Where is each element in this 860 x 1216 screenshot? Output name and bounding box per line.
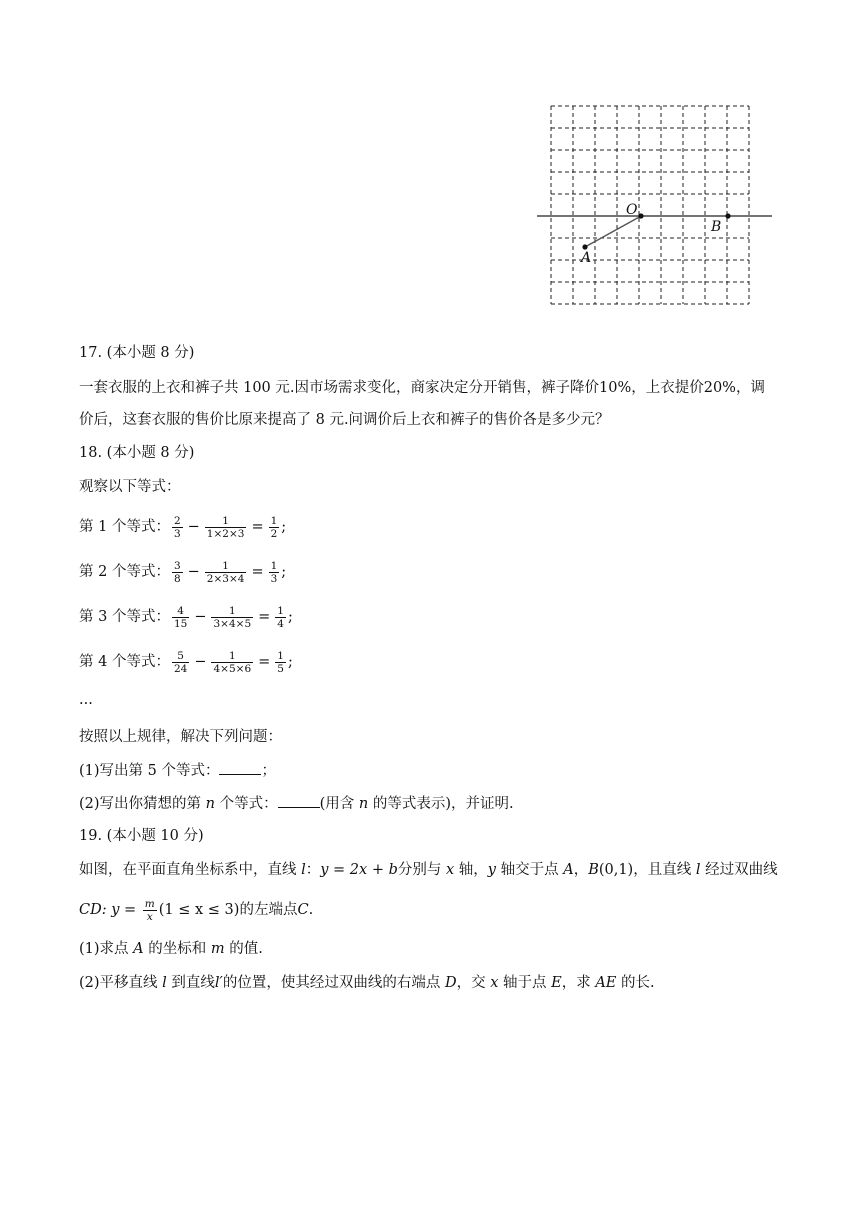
q17-title: 17. (本小题 8 分) <box>79 345 195 361</box>
var-D: D <box>444 975 457 991</box>
var-A: A <box>133 941 144 957</box>
equals-sign: = <box>251 519 264 535</box>
q18-part2-text-c: (用含 <box>319 796 359 812</box>
q19-l1-e: 轴交于点 <box>495 862 564 878</box>
var-A: A <box>563 862 574 878</box>
q18-part1 <box>79 760 276 781</box>
frac-num: 1 <box>228 649 236 662</box>
point-A <box>582 244 587 249</box>
q19-l1-g: (0,1)，且直线 <box>598 862 696 878</box>
equals-sign: = <box>251 564 264 580</box>
q19-line2 <box>79 893 313 927</box>
q19-l1-b: ： <box>305 862 321 878</box>
equation-prefix: 第 3 个等式： <box>79 609 170 625</box>
q19-l1-f: ， <box>573 862 589 878</box>
fraction-a <box>172 560 183 585</box>
q18-intro: 观察以下等式： <box>79 479 181 495</box>
point-B <box>725 213 730 218</box>
var-n: n <box>205 796 215 812</box>
fraction-b <box>205 515 247 540</box>
q19-p2-b: 到直线 <box>166 975 215 991</box>
minus-sign: − <box>194 654 207 670</box>
equation-prefix: 第 2 个等式： <box>79 564 170 580</box>
frac-den: x <box>143 910 157 923</box>
fraction-c <box>275 650 286 675</box>
fraction-a <box>172 515 183 540</box>
minus-sign: − <box>194 609 207 625</box>
equation-prefix: 第 1 个等式： <box>79 519 170 535</box>
frac-den: 3 <box>270 572 278 585</box>
q19-p2-a: (2)平移直线 <box>79 975 163 991</box>
q19-l2-d: . <box>308 902 314 918</box>
fraction-a <box>172 650 189 675</box>
var-C: C <box>297 902 309 918</box>
equation-line: y = 2x + b <box>320 862 398 878</box>
frac-den: 4 <box>277 617 284 630</box>
fraction-c <box>269 560 280 585</box>
q19-l1-h: 经过双曲线 <box>700 862 778 878</box>
frac-den: 2×3×4 <box>206 572 245 585</box>
fraction-b <box>211 605 253 630</box>
q17-text-line2: 价后，这套衣服的售价比原来提高了 8 元.问调价后上衣和裤子的售价各是多少元？ <box>79 412 610 428</box>
equation-1 <box>79 511 286 543</box>
var-n: n <box>358 796 369 812</box>
q19-p2-f: ，求 <box>561 975 596 991</box>
q18-ellipsis: ··· <box>79 696 93 712</box>
frac-num: 1 <box>222 559 229 572</box>
equation-prefix: 第 4 个等式： <box>79 654 170 670</box>
label-B: B <box>711 219 722 235</box>
frac-den: 2 <box>270 527 278 540</box>
equals-sign: = <box>258 654 271 670</box>
var-l: l <box>162 975 167 991</box>
var-m: m <box>210 941 225 957</box>
frac-num: 1 <box>222 514 229 527</box>
q19-l2-a: : y = <box>101 902 141 918</box>
frac-den: 15 <box>173 617 188 630</box>
frac-den: 4×5×6 <box>213 662 252 675</box>
answer-blank <box>278 793 320 808</box>
q19-p1-b: 的坐标和 <box>143 941 211 957</box>
q19-l1-d: 轴， <box>454 862 488 878</box>
fraction-b <box>211 650 253 675</box>
frac-den: 8 <box>173 572 181 585</box>
var-l: l <box>301 862 306 878</box>
equation-3 <box>79 601 293 633</box>
var-x: x <box>490 975 499 991</box>
var-CD: CD <box>79 902 102 918</box>
frac-num: 1 <box>228 604 236 617</box>
q19-p2-c: 的位置，使其经过双曲线的右端点 <box>222 975 445 991</box>
var-l: l <box>695 862 701 878</box>
frac-num: 2 <box>173 514 181 527</box>
q18-part2-text-a: (2)写出你猜想的第 <box>79 796 206 812</box>
equation-4 <box>79 646 293 678</box>
semicolon: ; <box>281 519 287 535</box>
frac-num: m <box>144 897 155 910</box>
answer-blank <box>219 760 261 775</box>
q18-part2-text-b: 个等式： <box>215 796 278 812</box>
frac-den: 1×2×3 <box>206 527 245 540</box>
semicolon: ; <box>287 609 293 625</box>
fraction-c <box>275 605 286 630</box>
fraction-a <box>172 605 189 630</box>
frac-num: 1 <box>270 559 278 572</box>
q18-part2-text-d: 的等式表示)，并证明. <box>368 796 514 812</box>
grid-lines <box>551 106 749 304</box>
var-B: B <box>588 862 599 878</box>
q19-line1 <box>79 860 778 880</box>
var-E: E <box>551 975 562 991</box>
q19-p1-a: (1)求点 <box>79 941 134 957</box>
frac-den: 3×4×5 <box>213 617 252 630</box>
frac-num: 1 <box>270 514 278 527</box>
fraction-b <box>205 560 247 585</box>
q19-part2 <box>79 973 655 993</box>
frac-num: 3 <box>173 559 181 572</box>
frac-num: 1 <box>277 649 284 662</box>
fraction-c <box>269 515 280 540</box>
var-l-prime: l′ <box>214 975 223 991</box>
minus-sign: − <box>187 564 200 580</box>
q19-l2-c: 的左端点 <box>239 902 298 918</box>
minus-sign: − <box>187 519 200 535</box>
q17-text-line1: 一套衣服的上衣和裤子共 100 元.因市场需求变化，商家决定分开销售，裤子降价10%，上衣提价20%，调 <box>79 380 765 396</box>
q18-part1-end: ； <box>261 763 276 779</box>
q19-p2-g: 的长. <box>616 975 655 991</box>
q19-l2-b: (1 ≤ x ≤ 3) <box>158 902 240 918</box>
semicolon: ; <box>287 654 293 670</box>
q18-prompt: 按照以上规律，解决下列问题： <box>79 729 282 745</box>
semicolon: ; <box>281 564 287 580</box>
segment-OA <box>585 216 641 247</box>
q19-part1 <box>79 939 263 959</box>
q18-part1-text: (1)写出第 5 个等式： <box>79 763 220 779</box>
q19-l1-c: 分别与 <box>397 862 446 878</box>
label-O: O <box>626 202 638 218</box>
q19-p2-e: 轴于点 <box>498 975 552 991</box>
frac-num: 1 <box>277 604 284 617</box>
point-O <box>638 213 643 218</box>
label-A: A <box>581 250 592 266</box>
grid-figure <box>534 100 774 312</box>
frac-den: 24 <box>173 662 188 675</box>
equation-2 <box>79 556 286 588</box>
q18-title: 18. (本小题 8 分) <box>79 445 195 461</box>
var-y: y <box>487 862 496 878</box>
var-AE: AE <box>595 975 617 991</box>
equals-sign: = <box>258 609 271 625</box>
frac-num: 4 <box>177 604 184 617</box>
q19-p1-c: 的值. <box>224 941 263 957</box>
var-x: x <box>445 862 455 878</box>
fraction-m-over-x <box>143 898 157 923</box>
frac-den: 5 <box>277 662 284 675</box>
q19-p2-d: ，交 <box>456 975 491 991</box>
q19-l1-a: 如图，在平面直角坐标系中，直线 <box>79 862 302 878</box>
frac-den: 3 <box>173 527 181 540</box>
q18-part2 <box>79 793 514 814</box>
frac-num: 5 <box>177 649 184 662</box>
q19-title: 19. (本小题 10 分) <box>79 828 204 844</box>
